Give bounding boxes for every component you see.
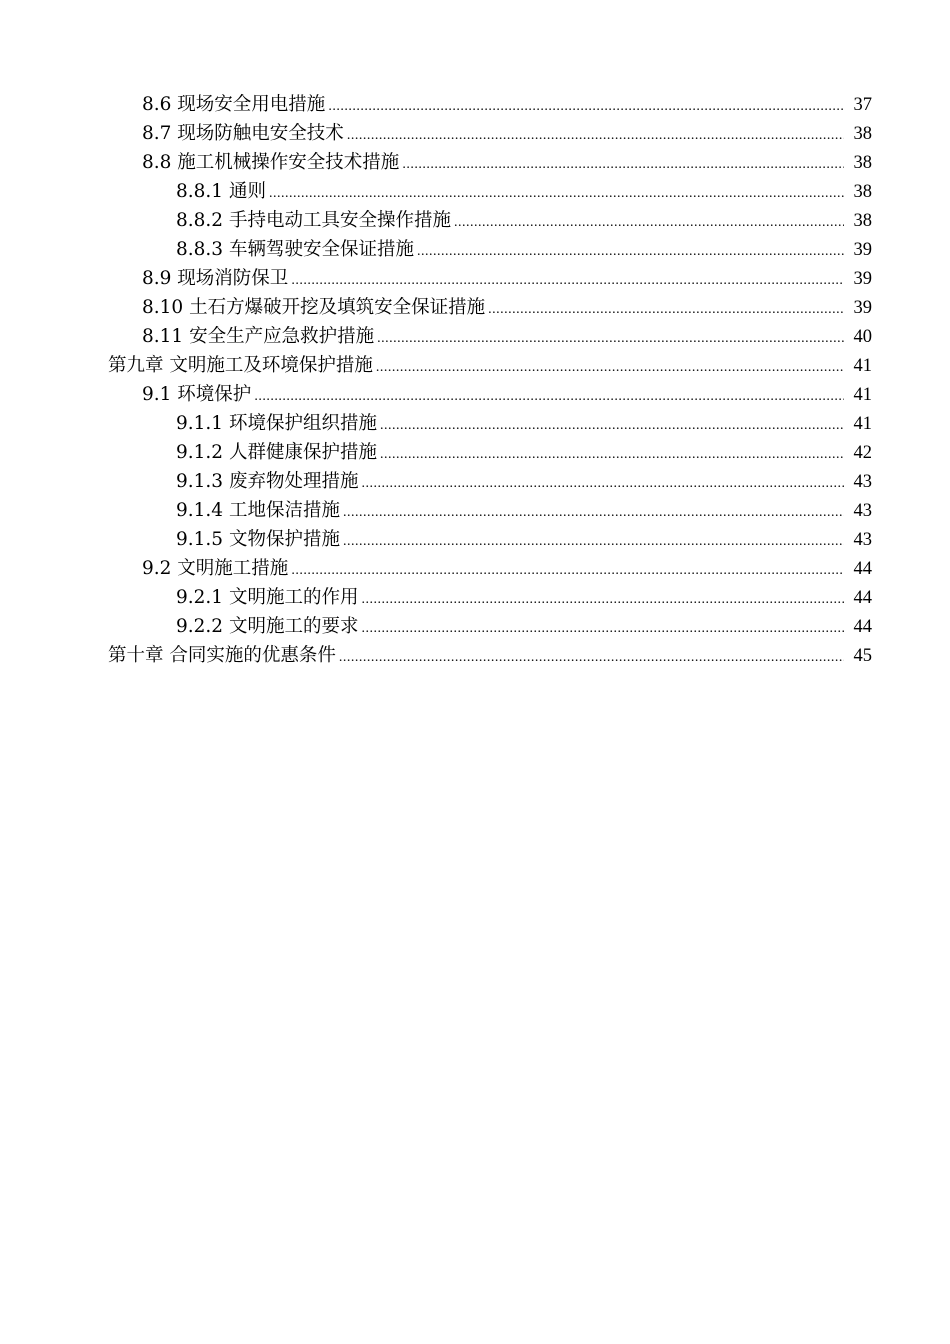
toc-entry[interactable] — [0, 380, 950, 409]
toc-entry-title: 9.2.2 文明施工的要求 — [176, 616, 359, 637]
toc-page-number: 39 — [853, 298, 872, 318]
toc-dot-leader — [377, 324, 844, 353]
toc-entry[interactable] — [0, 438, 950, 467]
toc-entry-title: 9.2 文明施工措施 — [142, 558, 289, 579]
toc-page-number: 38 — [853, 182, 872, 202]
toc-entry-title: 9.1.2 人群健康保护措施 — [176, 442, 377, 463]
toc-dot-leader — [291, 266, 844, 295]
toc-entry[interactable] — [0, 496, 950, 525]
toc-entry[interactable] — [0, 467, 950, 496]
toc-page-number: 38 — [853, 124, 872, 144]
toc-entry[interactable] — [0, 235, 950, 264]
toc-page-number: 41 — [853, 356, 872, 376]
toc-page-number: 44 — [853, 588, 872, 608]
toc-dot-leader — [343, 498, 844, 527]
toc-page-number: 38 — [853, 211, 872, 231]
toc-page-number: 43 — [853, 472, 872, 492]
toc-dot-leader — [488, 295, 844, 324]
toc-dot-leader — [417, 237, 844, 266]
toc-dot-leader — [343, 527, 844, 556]
toc-dot-leader — [380, 411, 844, 440]
toc-page-number: 39 — [853, 269, 872, 289]
toc-entry[interactable] — [0, 641, 950, 670]
toc-entry-title: 8.9 现场消防保卫 — [142, 268, 289, 289]
toc-page-number: 44 — [853, 617, 872, 637]
toc-entry-title: 8.6 现场安全用电措施 — [142, 94, 326, 115]
toc-entry-title: 8.8.3 车辆驾驶安全保证措施 — [176, 239, 414, 260]
toc-page-number: 43 — [853, 530, 872, 550]
toc-entry-title: 第九章 文明施工及环境保护措施 — [108, 355, 373, 376]
toc-page-number: 43 — [853, 501, 872, 521]
toc-entry-title: 9.1.4 工地保洁措施 — [176, 500, 340, 521]
toc-entry[interactable] — [0, 351, 950, 380]
toc-dot-leader — [454, 208, 844, 237]
toc-entry-title: 9.2.1 文明施工的作用 — [176, 587, 359, 608]
toc-dot-leader — [328, 92, 844, 121]
toc-entry[interactable] — [0, 554, 950, 583]
toc-dot-leader — [376, 353, 844, 382]
toc-entry[interactable] — [0, 293, 950, 322]
toc-entry[interactable] — [0, 612, 950, 641]
toc-entry[interactable] — [0, 148, 950, 177]
toc-page-number: 41 — [853, 385, 872, 405]
toc-entry-title: 9.1.5 文物保护措施 — [176, 529, 340, 550]
toc-dot-leader — [361, 614, 844, 643]
toc-entry[interactable] — [0, 119, 950, 148]
toc-dot-leader — [347, 121, 844, 150]
toc-page-number: 41 — [853, 414, 872, 434]
toc-entry-title: 8.11 安全生产应急救护措施 — [142, 326, 375, 347]
toc-page-number: 38 — [853, 153, 872, 173]
toc-entry[interactable] — [0, 525, 950, 554]
toc-entry-title: 9.1 环境保护 — [142, 384, 252, 405]
toc-page-number: 44 — [853, 559, 872, 579]
toc-dot-leader — [361, 585, 844, 614]
toc-page-number: 42 — [853, 443, 872, 463]
table-of-contents — [0, 90, 950, 670]
toc-entry[interactable] — [0, 409, 950, 438]
toc-dot-leader — [269, 179, 844, 208]
toc-entry[interactable] — [0, 583, 950, 612]
toc-dot-leader — [339, 643, 844, 672]
toc-entry-title: 8.8 施工机械操作安全技术措施 — [142, 152, 400, 173]
toc-entry[interactable] — [0, 206, 950, 235]
toc-entry[interactable] — [0, 90, 950, 119]
toc-dot-leader — [291, 556, 844, 585]
toc-entry-title: 8.7 现场防触电安全技术 — [142, 123, 344, 144]
toc-page-number: 37 — [853, 95, 872, 115]
toc-entry[interactable] — [0, 264, 950, 293]
toc-page-number: 45 — [853, 646, 872, 666]
toc-page-number: 39 — [853, 240, 872, 260]
toc-dot-leader — [402, 150, 844, 179]
toc-dot-leader — [254, 382, 844, 411]
toc-entry[interactable] — [0, 322, 950, 351]
toc-entry-title: 第十章 合同实施的优惠条件 — [108, 645, 336, 666]
toc-entry-title: 8.8.2 手持电动工具安全操作措施 — [176, 210, 451, 231]
toc-dot-leader — [361, 469, 844, 498]
toc-dot-leader — [380, 440, 844, 469]
toc-page-number: 40 — [853, 327, 872, 347]
toc-entry-title: 8.10 土石方爆破开挖及填筑安全保证措施 — [142, 297, 486, 318]
toc-entry[interactable] — [0, 177, 950, 206]
toc-entry-title: 9.1.1 环境保护组织措施 — [176, 413, 377, 434]
toc-entry-title: 8.8.1 通则 — [176, 181, 266, 202]
toc-entry-title: 9.1.3 废弃物处理措施 — [176, 471, 359, 492]
